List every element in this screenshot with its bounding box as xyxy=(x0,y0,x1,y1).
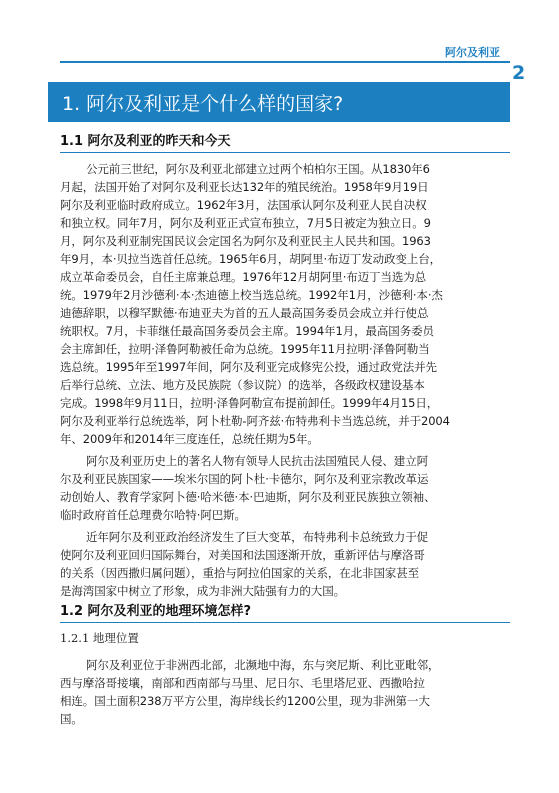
text-line: 和独立权。同年7月，阿尔及利亚正式宣布独立，7月5日被定为独立日。9 xyxy=(60,216,431,230)
text-line: 使阿尔及利亚回归国际舞台，对美国和法国逐渐开放，重新评估与摩洛哥 xyxy=(60,548,425,562)
text-line: 临时政府首任总理费尔哈特·阿巴斯。 xyxy=(60,508,246,522)
text-line: 月起，法国开始了对阿尔及利亚长达132年的殖民统治。1958年9月19日 xyxy=(60,180,429,194)
text-line: 西与摩洛哥接壤，南部和西南部与马里、尼日尔、毛里塔尼亚、西撒哈拉 xyxy=(60,676,425,690)
text-line: 年、2009年和2014年三度连任，总统任期为5年。 xyxy=(60,432,319,446)
section-heading-1-2: 1.2 阿尔及利亚的地理环境怎样? xyxy=(60,604,252,619)
subsection-heading-1-2-1: 1.2.1 地理位置 xyxy=(60,631,139,645)
section-heading-1-1: 1.1 阿尔及利亚的昨天和今天 xyxy=(60,134,231,149)
text-line: 公元前三世纪，阿尔及利亚北部建立过两个柏柏尔王国。从1830年6 xyxy=(86,162,430,176)
running-header-rule xyxy=(60,61,510,63)
text-line: 成立革命委员会，自任主席兼总理。1976年12月胡阿里·布迈丁当选为总 xyxy=(60,270,427,284)
chapter-title-bar xyxy=(48,82,510,122)
text-line: 动创始人、教育学家阿卜德·哈米德·本·巴迪斯，阿尔及利亚民族独立领袖、 xyxy=(60,490,436,504)
text-line: 选总统。1995年至1997年间，阿尔及利亚完成修宪公投，通过政党法并先 xyxy=(60,360,437,374)
text-line: 阿尔及利亚临时政府成立。1962年3月，法国承认阿尔及利亚人民自决权 xyxy=(60,198,427,212)
text-line: 阿尔及利亚历史上的著名人物有领导人民抗击法国殖民人侵、建立阿 xyxy=(86,454,428,468)
text-line: 阿尔及利亚位于非洲西北部，北濒地中海，东与突尼斯、利比亚毗邻， xyxy=(86,658,440,672)
text-line: 是海湾国家中树立了形象，成为非洲大陆强有力的大国。 xyxy=(60,584,345,598)
text-line: 后举行总统、立法、地方及民族院（参议院）的选举，各级政权建设基本 xyxy=(60,378,425,392)
page-number: 2 xyxy=(512,62,526,84)
text-line: 阿尔及利亚举行总统选举，阿卜杜勒-阿齐兹·布特弗利卡当选总统，并于2004 xyxy=(60,414,450,428)
text-line: 会主席卸任，拉明·泽鲁阿勒被任命为总统。1995年11月拉明·泽鲁阿勒当 xyxy=(60,342,430,356)
section-rule xyxy=(60,152,510,153)
chapter-title: 1. 阿尔及利亚是个什么样的国家? xyxy=(62,93,344,115)
text-line: 近年阿尔及利亚政治经济发生了巨大变革，布特弗利卡总统致力于促 xyxy=(86,530,428,544)
text-line: 统职权。7月，卡菲继任最高国务委员会主席。1994年1月，最高国务委员 xyxy=(60,324,434,338)
text-line: 尔及利亚民族国家——埃米尔国的阿卜杜·卡德尔，阿尔及利亚宗教改革运 xyxy=(60,472,429,486)
text-line: 相连。国土面积238万平方公里，海岸线长约1200公里，现为非洲第一大 xyxy=(60,694,430,708)
running-header-label: 阿尔及利亚 xyxy=(445,46,500,59)
text-line: 的关系（因西撒归属问题），重拾与阿拉伯国家的关系，在北非国家甚至 xyxy=(60,566,420,580)
text-line: 完成。1998年9月11日，拉明·泽鲁阿勒宣布提前卸任。1999年4月15日， xyxy=(60,396,439,410)
text-line: 迪德辞职，以穆罕默德·布迪亚夫为首的五人最高国务委员会成立并行使总 xyxy=(60,306,429,320)
text-line: 统。1979年2月沙德利·本·杰迪德上校当选总统。1992年1月，沙德利·本·杰 xyxy=(60,288,443,302)
text-line: 月，阿尔及利亚制宪国民议会定国名为阿尔及利亚民主人民共和国。1963 xyxy=(60,234,431,248)
text-line: 年9月，本·贝拉当选首任总统。1965年6月，胡阿里·布迈丁发动政变上台， xyxy=(60,252,442,266)
section-rule xyxy=(60,622,510,623)
text-line: 国。 xyxy=(60,712,83,726)
